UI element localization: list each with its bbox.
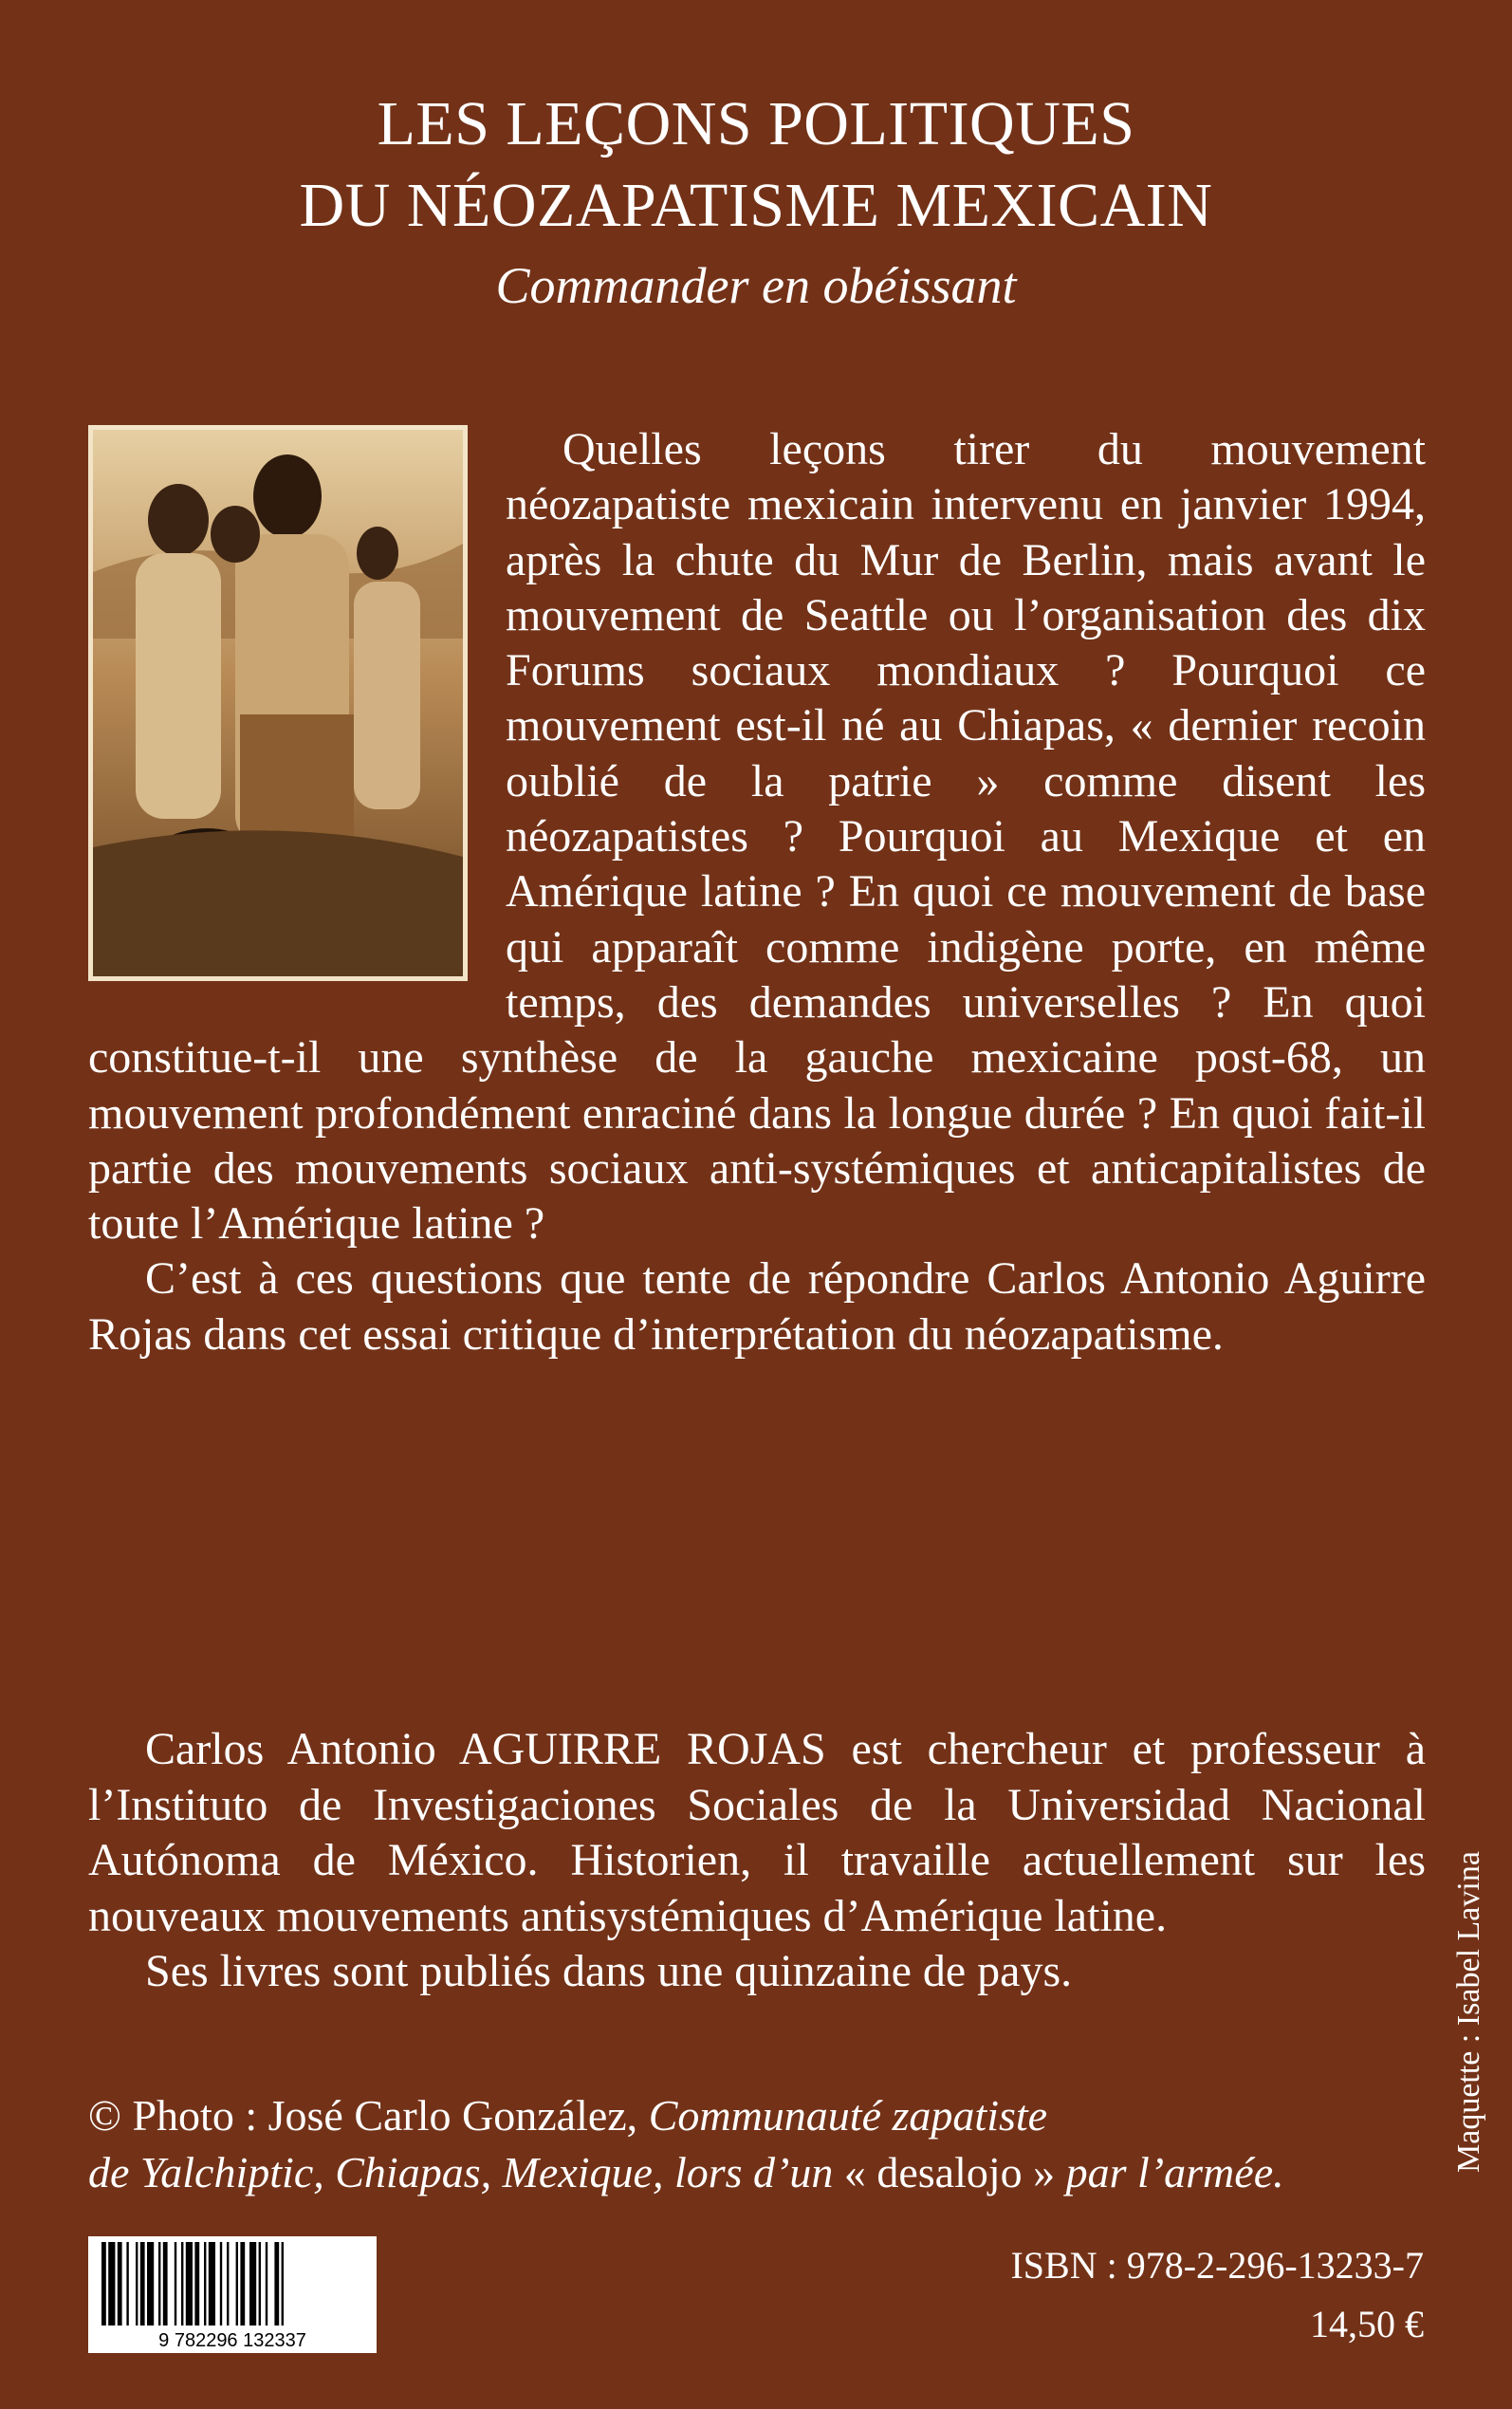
summary-paragraph-1: Quelles leçons tirer du mouvement néozapatiste mexicain intervenu en janvier 1994, après la chute du Mur de Berlin, mais avant le mouvement de Seattle ou l’organisation des dix Forums sociaux mondiaux ? Pourquoi ce mouvement est-il né au Chiapas, « dernier recoin oublié de la patrie » comme disent les néozapatistes ? Pourquoi au Mexique et en Amérique latine ? En quoi ce mouvement de base qui apparaît comme indigène porte, en même temps, des demandes universelles ? En quoi constitue-t-il une synthèse de la gauche mexicaine post-68, un mouvement profondément enraciné dans la longue durée ? En quoi fait-il partie des mouvements sociaux anti-systémiques et anticapitalistes de toute l’Amérique latine ?	[88, 424, 1426, 1250]
barcode-bar	[136, 2242, 138, 2326]
credit-italic-1: Communauté zapatiste	[648, 2091, 1048, 2140]
barcode-bar	[259, 2242, 261, 2326]
title-line-2: DU NÉOZAPATISME MEXICAIN	[299, 171, 1213, 240]
barcode-bar	[194, 2242, 199, 2326]
barcode-bar	[158, 2242, 160, 2326]
barcode-bar	[163, 2242, 168, 2326]
barcode-bar	[186, 2242, 193, 2326]
barcode-bar	[140, 2242, 145, 2326]
barcode-bar	[175, 2242, 176, 2326]
photo-credit	[88, 2087, 1435, 2201]
barcode-bar	[147, 2242, 154, 2326]
photo-float-spacer	[88, 422, 506, 1009]
author-bio-paragraph-2: Ses livres sont publiés dans une quinzaine de pays.	[145, 1946, 1073, 1996]
credit-prefix: © Photo : José Carlo González,	[88, 2091, 649, 2140]
barcode-bar	[227, 2242, 229, 2326]
summary-text	[88, 422, 1426, 1362]
barcode-digits: 9 782296 132337	[158, 2330, 306, 2351]
barcode-bar	[101, 2242, 106, 2326]
barcode-bar	[118, 2242, 122, 2326]
credit-italic-3: par l’armée.	[1055, 2148, 1284, 2196]
isbn: ISBN : 978-2-296-13233-7	[1010, 2244, 1424, 2287]
credit-quote: « desalojo »	[843, 2148, 1056, 2196]
author-bio	[88, 1722, 1426, 2000]
book-title	[0, 83, 1512, 247]
barcode-bar	[209, 2242, 215, 2326]
credit-italic-2: de Yalchiptic, Chiapas, Mexique, lors d’un	[88, 2148, 844, 2196]
barcode-bar	[126, 2242, 128, 2326]
barcode-bar	[249, 2242, 256, 2326]
barcode-bar	[181, 2242, 183, 2326]
barcode-bar	[240, 2242, 245, 2326]
title-line-1: LES LEÇONS POLITIQUES	[377, 89, 1135, 158]
book-subtitle: Commander en obéissant	[495, 257, 1017, 314]
summary-paragraph-2: C’est à ces questions que tente de répondre Carlos Antonio Aguirre Rojas dans cet essai critique d’interprétation du néozapatisme.	[88, 1253, 1426, 1360]
price: 14,50 €	[1310, 2303, 1424, 2345]
author-bio-paragraph-1: Carlos Antonio AGUIRRE ROJAS est chercheur et professeur à l’Instituto de Investigaciones Sociales de la Universidad Nacional Autónoma de México. Historien, il travaille actuellement sur les nouveaux mouvements antisystémiques d’Amérique latine.	[88, 1724, 1426, 1941]
barcode-bar	[204, 2242, 206, 2326]
maquette-credit: Maquette : Isabel Lavina	[1451, 1851, 1486, 2173]
barcode-graphic	[88, 2236, 377, 2353]
barcode-bar	[274, 2242, 279, 2326]
barcode-bar	[236, 2242, 238, 2326]
barcode-bar	[266, 2242, 267, 2326]
barcode-bar	[108, 2242, 115, 2326]
barcode-bar	[282, 2242, 284, 2326]
barcode	[88, 2236, 377, 2353]
barcode-bar	[220, 2242, 222, 2326]
